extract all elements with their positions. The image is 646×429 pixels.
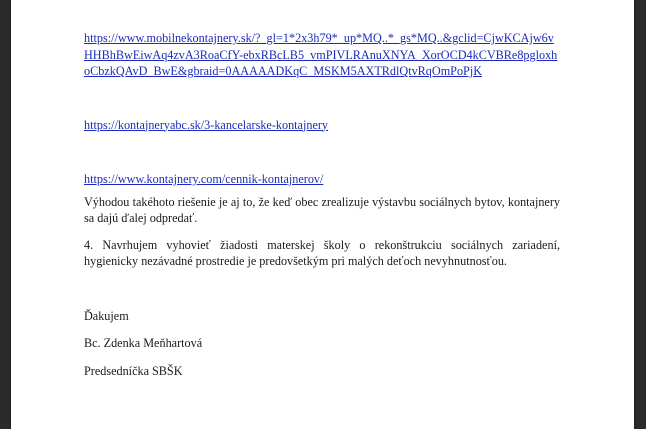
signature-role: Predsedníčka SBŠK (84, 363, 183, 378)
link-mobilnekontajnery[interactable]: https://www.mobilnekontajnery.sk/?_gl=1*2x3h79*_up*MQ..*_gs*MQ..&gclid=CjwKCAjw6vHHBhBwEiwAq4zvA3RoaCfY-ebxRBcLB5_vmPIVLRAnuXNYA_XorOCD4kCVBRe8pgloxhoCbzkQAvD_BwE&gbraid=0AAAAADKqC_MSKM5AXTRdlQtvRqOmPoPjK (84, 31, 558, 78)
spacer (84, 324, 560, 335)
closing-thanks: Ďakujem (84, 308, 129, 323)
spacer (84, 80, 560, 117)
link-kontajneryabc[interactable]: https://kontajneryabc.sk/3-kancelarske-kontajnery (84, 117, 329, 132)
paragraph-advantage: Výhodou takéhoto riešenie je aj to, že keď obec zrealizuje výstavbu sociálnych bytov, kontajnery sa dajú ďalej odpredať. (84, 194, 560, 225)
link-kontajnery-com-block (84, 171, 560, 188)
link-mobilnekontajnery-block (84, 30, 560, 80)
page-content (84, 30, 560, 379)
signature-name: Bc. Zdenka Meňhartová (84, 336, 203, 350)
spacer (84, 270, 560, 308)
document-page (11, 0, 634, 429)
link-kontajnery-com[interactable]: https://www.kontajnery.com/cennik-kontajnerov/ (84, 172, 324, 186)
spacer (84, 352, 560, 363)
spacer (84, 133, 560, 171)
paragraph-proposal-4: 4. Navrhujem vyhovieť žiadosti materskej školy o rekonštrukciu sociálnych zariadení, hygienicky nezávadné prostredie je predovšetkým pri malých deťoch nevyhnutnosťou. (84, 237, 560, 268)
link-kontajneryabc-block (84, 117, 560, 134)
spacer (84, 227, 560, 237)
